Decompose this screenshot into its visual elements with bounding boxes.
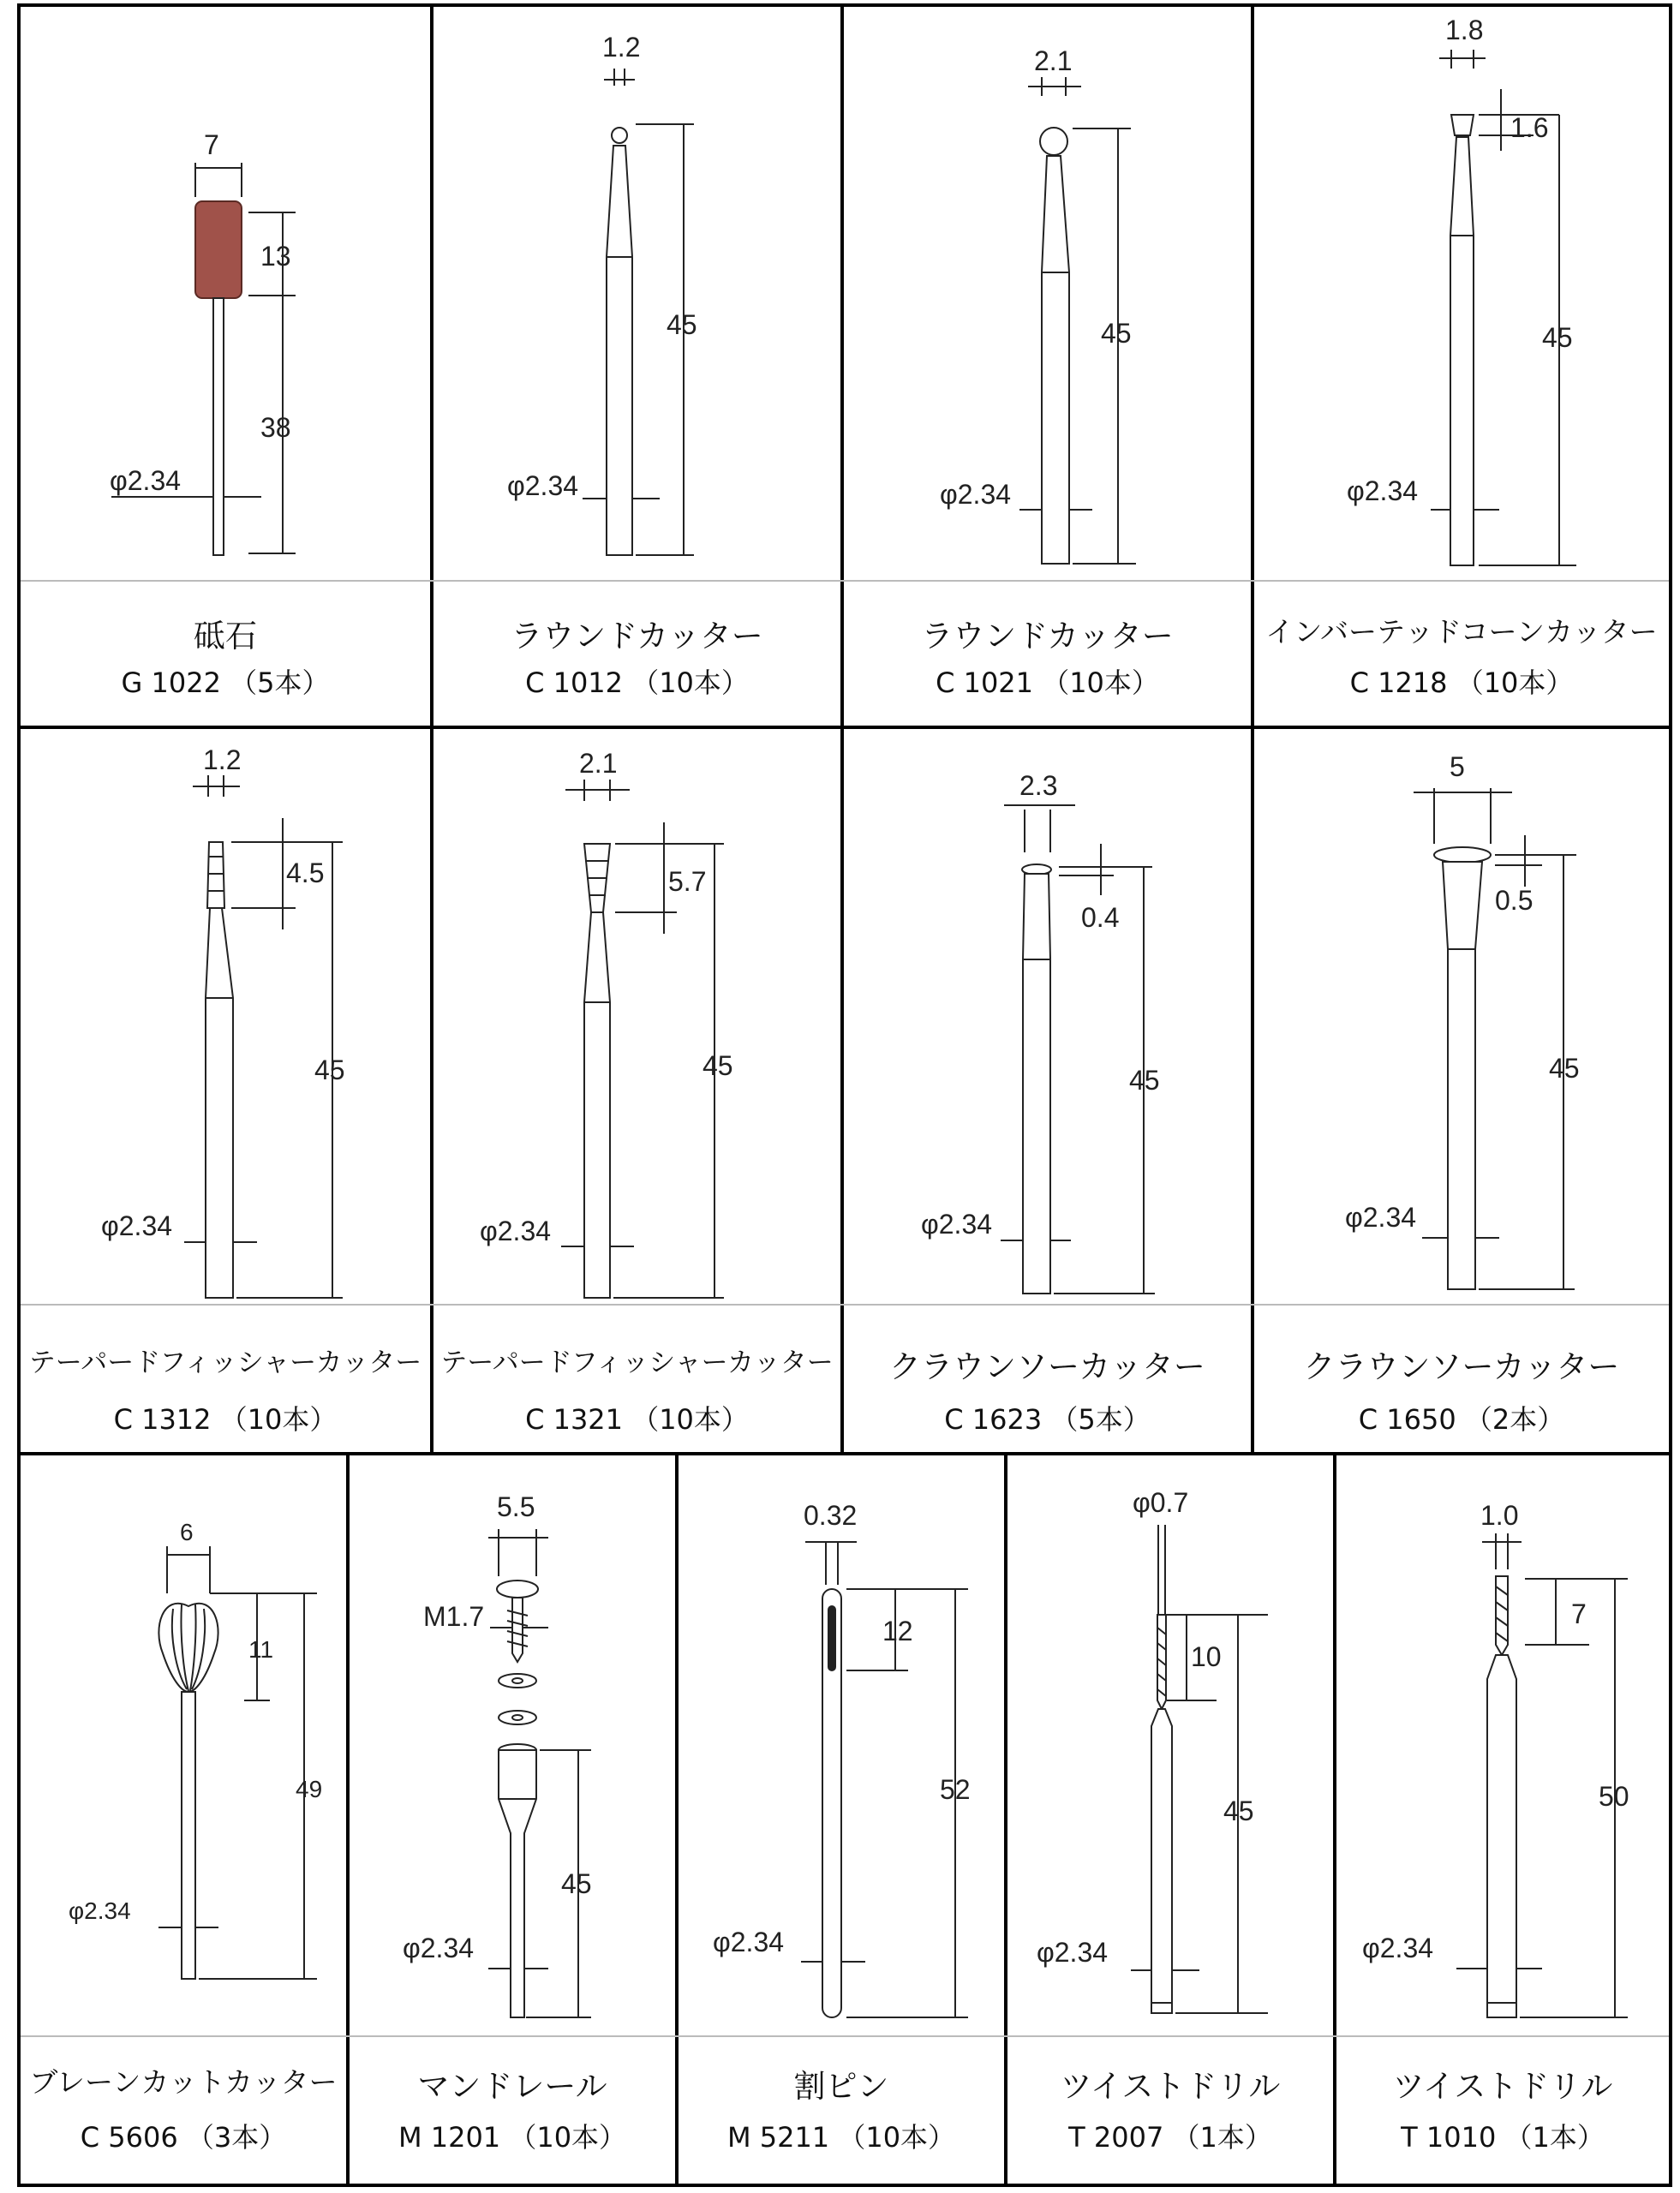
tool-drawing-c1218: [1431, 50, 1576, 565]
dim-label: 45: [1549, 1053, 1580, 1084]
dim-label: 7: [1571, 1598, 1587, 1629]
tool-drawing-t2007: [1131, 1525, 1268, 2013]
product-name: マンドレール: [417, 2068, 607, 2105]
dim-label: φ2.34: [69, 1897, 131, 1924]
dim-label: 2.3: [1019, 770, 1058, 801]
dim-label: φ0.7: [1133, 1487, 1189, 1518]
tool-drawing-c1650: [1414, 788, 1576, 1289]
dim-label: 45: [1101, 318, 1132, 349]
product-name: ラウンドカッター: [511, 618, 763, 654]
dim-label: 1.8: [1445, 15, 1484, 45]
dim-label: φ2.34: [1347, 475, 1419, 506]
product-code: M 5211 （10本）: [726, 2121, 956, 2154]
product-name: 割ピン: [793, 2068, 889, 2105]
tool-drawing-g1022: [111, 163, 296, 555]
dim-label: 49: [296, 1776, 323, 1802]
product-name: インバーテッドコーンカッター: [1265, 615, 1658, 648]
dim-label: φ2.34: [110, 465, 182, 496]
dim-label: φ2.34: [713, 1927, 785, 1957]
caption-separators: [21, 581, 1669, 2036]
dim-label: 1.2: [602, 32, 641, 63]
dim-label: 0.5: [1495, 885, 1534, 916]
tool-drawing-c1623: [1001, 805, 1155, 1294]
dim-label: φ2.34: [480, 1216, 552, 1246]
product-name: テーパードフィッシャーカッター: [28, 1347, 422, 1378]
brain-cut-head: [158, 1604, 218, 1692]
dim-label: 0.32: [804, 1500, 858, 1531]
dim-label: 10: [1191, 1641, 1222, 1672]
dim-label: φ2.34: [507, 470, 579, 501]
dim-label: 45: [314, 1055, 345, 1085]
tapered-fissure-head: [207, 842, 224, 908]
product-code: C 1321 （10本）: [525, 1403, 749, 1436]
dim-label: 1.6: [1510, 112, 1549, 143]
product-code: C 5606 （3本）: [80, 2121, 287, 2154]
product-code: C 1021 （10本）: [936, 666, 1159, 699]
dim-label: φ2.34: [1037, 1937, 1109, 1968]
tool-drawing-t1010: [1456, 1533, 1628, 2017]
dim-label: 6: [180, 1519, 194, 1545]
product-name: テーパードフィッシャーカッター: [440, 1347, 834, 1378]
dim-label: 1.2: [203, 744, 242, 775]
dim-label: 5: [1450, 751, 1465, 782]
product-code: C 1012 （10本）: [525, 666, 749, 699]
washer: [499, 1711, 536, 1724]
round-cutter-head: [1040, 128, 1067, 155]
dim-label: φ2.34: [101, 1210, 173, 1241]
dim-label: 2.1: [579, 748, 618, 779]
product-code: T 2007 （1本）: [1068, 2121, 1272, 2154]
tool-drawing-c5606: [158, 1546, 317, 1979]
washer: [499, 1674, 536, 1688]
dim-label: 45: [1542, 322, 1573, 353]
dim-label: 45: [1129, 1065, 1160, 1096]
dim-label: φ2.34: [1362, 1933, 1434, 1963]
dim-label: 2.1: [1034, 45, 1073, 76]
product-code: G 1022 （5本）: [121, 666, 330, 699]
dim-label: 45: [667, 309, 697, 340]
dim-label: 45: [702, 1050, 733, 1081]
product-code: M 1201 （10本）: [398, 2121, 627, 2154]
dim-label: 11: [248, 1636, 274, 1663]
grid-lines: [19, 5, 1671, 2185]
product-name: ツイストドリル: [1060, 2068, 1281, 2105]
dim-label: φ2.34: [940, 479, 1012, 510]
crown-saw-head: [1434, 847, 1491, 863]
dim-label: 0.4: [1081, 902, 1120, 933]
product-name: クラウンソーカッター: [889, 1348, 1205, 1385]
dim-label: M1.7: [423, 1601, 485, 1632]
dim-label: 50: [1599, 1781, 1629, 1812]
grinding-stone-head: [195, 201, 242, 298]
dim-label: 45: [561, 1868, 592, 1899]
dim-label: φ2.34: [403, 1933, 475, 1963]
dim-label: 4.5: [286, 857, 325, 888]
dim-label: 52: [940, 1774, 971, 1805]
round-cutter-head: [612, 128, 627, 143]
dim-label: 7: [204, 129, 219, 160]
product-code: C 1312 （10本）: [113, 1403, 338, 1436]
product-name: 砥石: [194, 618, 257, 654]
dim-label: φ2.34: [921, 1209, 993, 1240]
product-code: C 1623 （5本）: [944, 1403, 1151, 1436]
dim-label: 5.5: [497, 1491, 535, 1522]
dim-label: 13: [260, 241, 291, 272]
dim-label: 45: [1223, 1796, 1254, 1826]
shank: [213, 298, 224, 555]
product-code: C 1218 （10本）: [1349, 666, 1574, 699]
product-name: クラウンソーカッター: [1303, 1348, 1620, 1385]
dim-label: 5.7: [668, 866, 707, 897]
dim-label: 1.0: [1480, 1500, 1519, 1531]
split-slot: [828, 1606, 835, 1670]
product-code: T 1010 （1本）: [1401, 2121, 1605, 2154]
tool-drawing-c1321: [561, 780, 724, 1298]
dim-label: 12: [882, 1616, 913, 1646]
product-name: ラウンドカッター: [921, 618, 1174, 654]
screw-head: [497, 1581, 538, 1598]
inverted-cone-head: [1451, 115, 1474, 135]
dim-label: φ2.34: [1345, 1202, 1417, 1233]
product-name: ブレーンカットカッター: [29, 2065, 338, 2099]
tool-drawing-m1201: [488, 1529, 591, 2017]
product-code: C 1650 （2本）: [1358, 1403, 1565, 1436]
dim-label: 38: [260, 412, 291, 443]
tool-drawing-c1312: [184, 775, 343, 1298]
product-name: ツイストドリル: [1392, 2068, 1613, 2105]
